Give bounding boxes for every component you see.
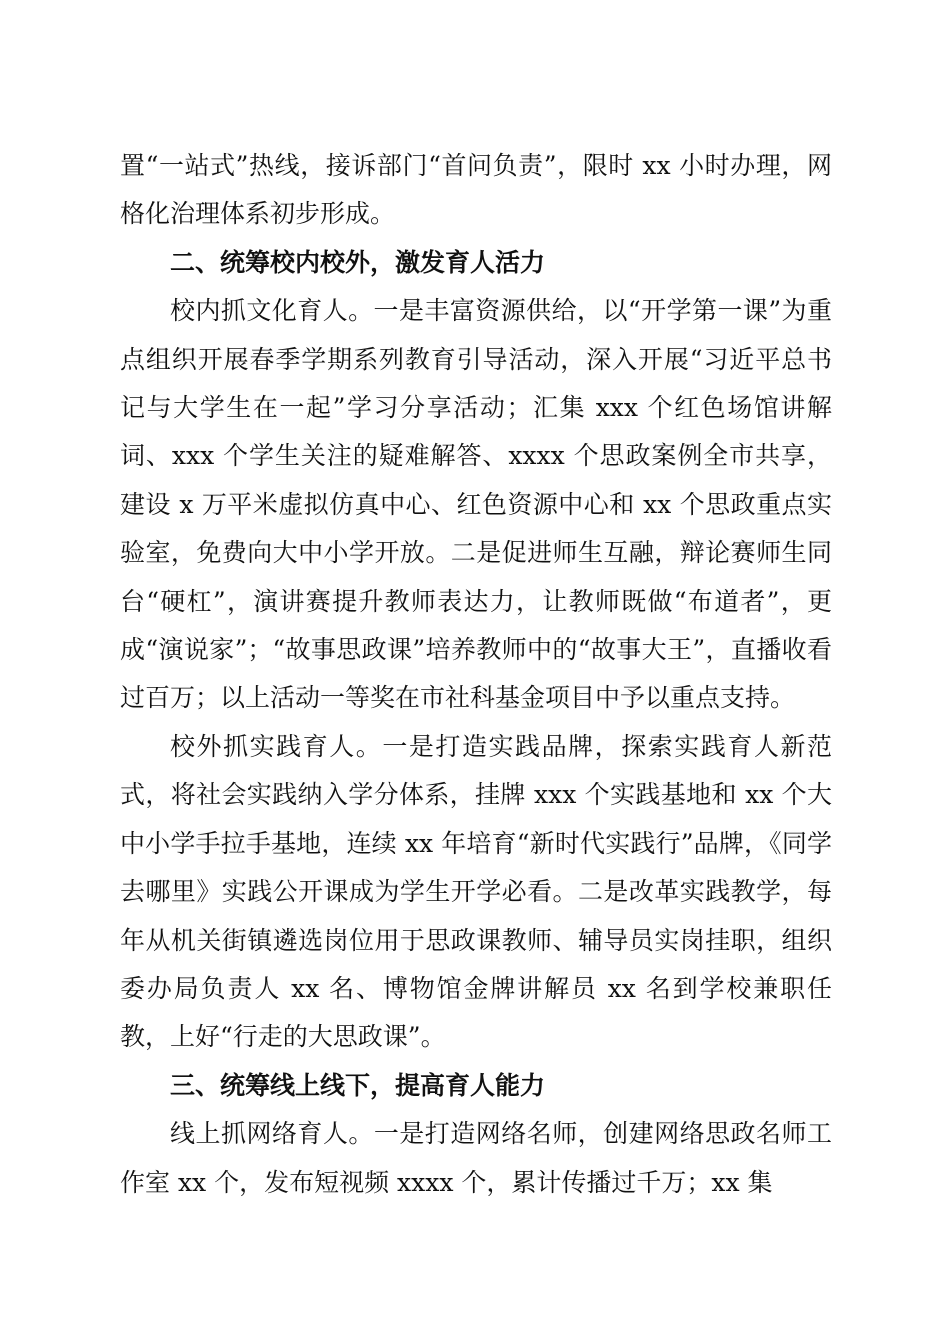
section-heading-2: 二、统筹校内校外，激发育人活力 <box>170 247 546 277</box>
paragraph-campus-culture: 校内抓文化育人。一是丰富资源供给，以“开学第一课”为重点组织开展春季学期系列教育引导活动，深入开展“习近平总书记与大学生在一起”学习分享活动；汇集 xxx 个红色场馆讲解词、xxx 个学生关注的疑难解答、xxxx 个思政案例全市共享，建设 x 万平米虚拟仿真中心、红色资源中心和 xx 个思政重点实验室，免费向大中小学开放。二是促进师生互融，辩论赛师生同台“硬杠”，演讲赛提升教师表达力，让教师既做“布道者”，更成“演说家”；“故事思政课”培养教师中的“故事大王”，直播收看过百万；以上活动一等奖在市社科基金项目中予以重点支持。 <box>120 296 832 713</box>
paragraph-continuation: 置“一站式”热线，接诉部门“首问负责”，限时 xx 小时办理，网格化治理体系初步形成。 <box>120 151 832 229</box>
paragraph-off-campus-practice: 校外抓实践育人。一是打造实践品牌，探索实践育人新范式，将社会实践纳入学分体系，挂牌 xxx 个实践基地和 xx 个大中小学手拉手基地，连续 xx 年培育“新时代实践行”品牌，《同学去哪里》实践公开课成为学生开学必看。二是改革实践教学，每年从机关街镇遴选岗位用于思政课教师、辅导员实岗挂职，组织委办局负责人 xx 名、博物馆金牌讲解员 xx 名到学校兼职任教，上好“行走的大思政课”。 <box>120 731 832 1052</box>
section-heading-3: 三、统筹线上线下，提高育人能力 <box>170 1070 546 1100</box>
paragraph-online-education: 线上抓网络育人。一是打造网络名师，创建网络思政名师工作室 xx 个，发布短视频 xxxx 个，累计传播过千万；xx 集 <box>120 1119 832 1197</box>
document-body <box>120 142 832 1207</box>
